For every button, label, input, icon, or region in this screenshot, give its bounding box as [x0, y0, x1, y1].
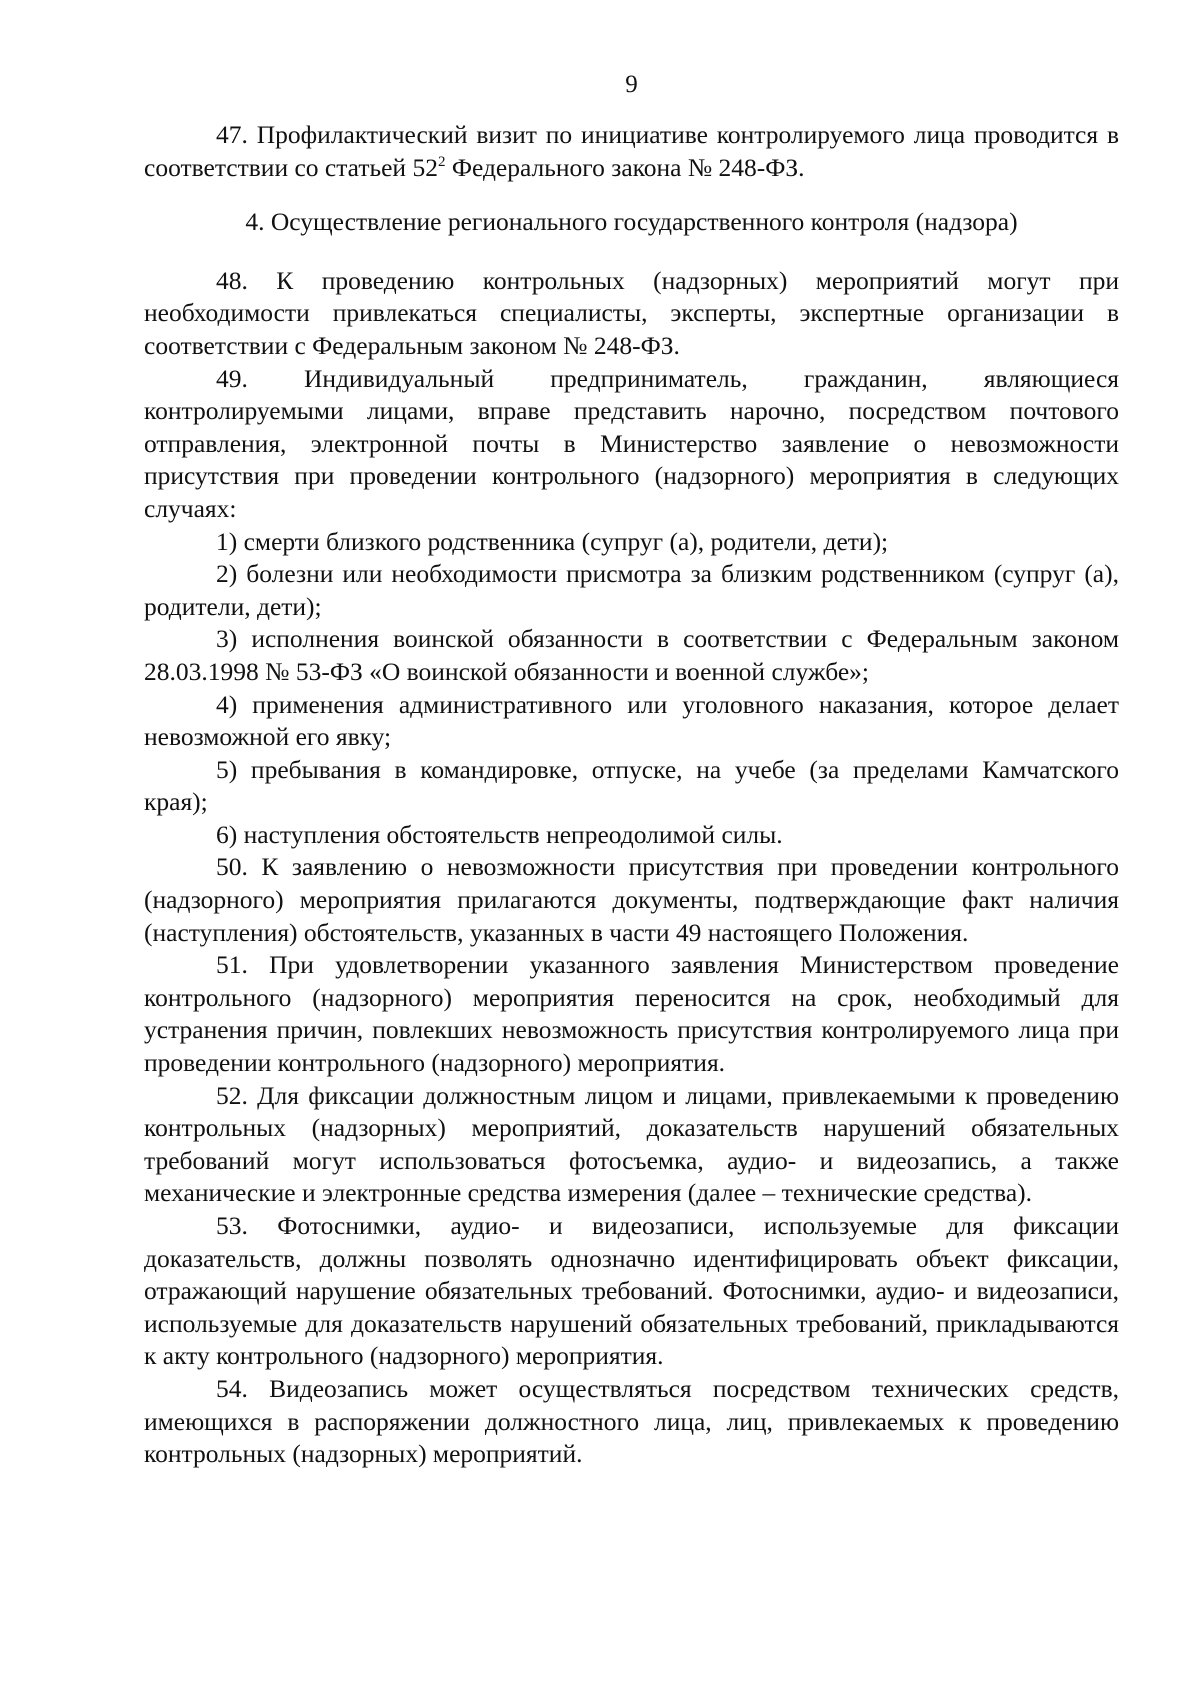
- paragraph-47-tail: Федерального закона № 248-ФЗ.: [445, 152, 805, 182]
- list-item-49-1: 1) смерти близкого родственника (супруг (а), родители, дети);: [216, 526, 889, 556]
- paragraph-47-text: 47. Профилактический визит по инициативе контролируемого лица проводится в соответствии со статьей 52: [144, 120, 1119, 182]
- paragraph-52: 52. Для фиксации должностным лицом и лицами, привлекаемыми к проведению контрольных (надзорных) мероприятий, доказательств нарушений обязательных требований могут использоваться фотосъемка, аудио- и видеозапись, а также механические и электронные средства измерения (далее – технические средства).: [144, 1080, 1119, 1208]
- article-superscript: 2: [437, 153, 446, 170]
- section-heading: 4. Осуществление регионального государственного контроля (надзора): [245, 207, 1018, 237]
- paragraph-47: [144, 119, 1119, 184]
- paragraph-48: 48. К проведению контрольных (надзорных) мероприятий могут при необходимости привлекаться специалисты, эксперты, экспертные организации в соответствии с Федеральным законом № 248-ФЗ.: [144, 265, 1119, 360]
- document-body: [144, 119, 1119, 1471]
- paragraph-53: 53. Фотоснимки, аудио- и видеозаписи, используемые для фиксации доказательств, должны позволять однозначно идентифицировать объект фиксации, отражающий нарушение обязательных требований. Фотоснимки, аудио- и видеозаписи, используемые для доказательств нарушений обязательных требований, прикладываются к акту контрольного (надзорного) мероприятия.: [144, 1211, 1119, 1371]
- paragraph-49: 49. Индивидуальный предприниматель, гражданин, являющиеся контролируемыми лицами, вправе представить нарочно, посредством почтового отправления, электронной почты в Министерство заявление о невозможности присутствия при проведении контрольного (надзорного) мероприятия в следующих случаях:: [144, 363, 1119, 523]
- list-item-49-2: 2) болезни или необходимости присмотра за близким родственником (супруг (а), родители, дети);: [144, 559, 1119, 621]
- paragraph-51: 51. При удовлетворении указанного заявления Министерством проведение контрольного (надзорного) мероприятия переносится на срок, необходимый для устранения причин, повлекших невозможность присутствия контролируемого лица при проведении контрольного (надзорного) мероприятия.: [144, 950, 1119, 1078]
- list-item-49-6: 6) наступления обстоятельств непреодолимой силы.: [216, 819, 783, 849]
- paragraph-50: 50. К заявлению о невозможности присутствия при проведении контрольного (надзорного) мероприятия прилагаются документы, подтверждающие факт наличия (наступления) обстоятельств, указанных в части 49 настоящего Положения.: [144, 852, 1119, 947]
- paragraph-54: 54. Видеозапись может осуществляться посредством технических средств, имеющихся в распоряжении должностного лица, лиц, привлекаемых к проведению контрольных (надзорных) мероприятий.: [144, 1373, 1119, 1469]
- list-item-49-4: 4) применения административного или уголовного наказания, которое делает невозможной его явку;: [144, 689, 1119, 752]
- list-item-49-5: 5) пребывания в командировке, отпуске, на учебе (за пределами Камчатского края);: [144, 754, 1119, 817]
- list-item-49-3: 3) исполнения воинской обязанности в соответствии с Федеральным законом 28.03.1998 № 53-ФЗ «О воинской обязанности и военной службе»;: [144, 624, 1119, 686]
- page-number: 9: [625, 71, 638, 98]
